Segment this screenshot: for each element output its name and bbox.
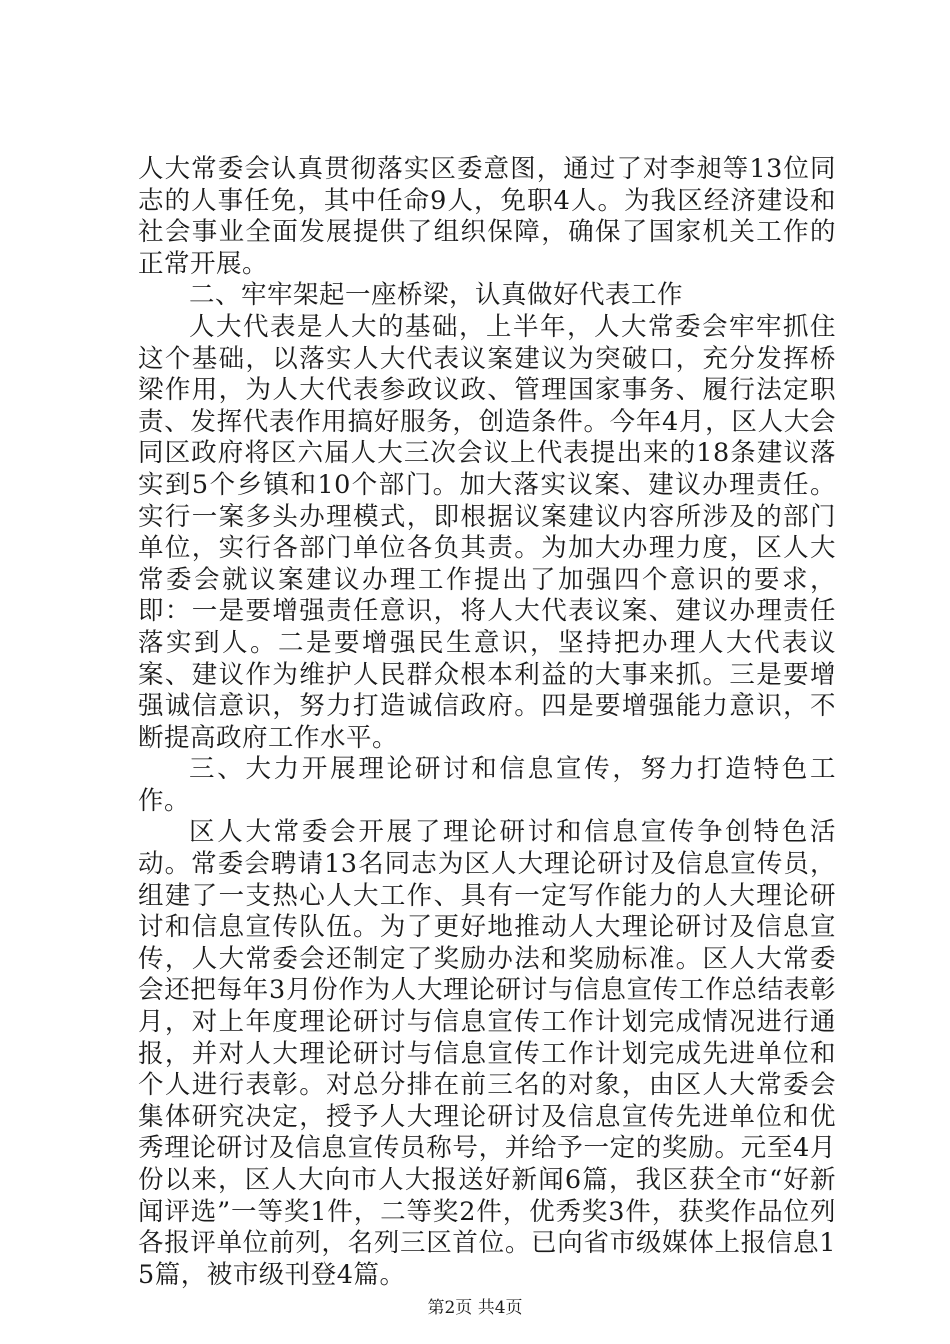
body-text: [138, 154, 836, 1291]
paragraph-personnel: 人大常委会认真贯彻落实区委意图，通过了对李昶等13位同志的人事任免，其中任命9人，免职4人。为我区经济建设和社会事业全面发展提供了组织保障，确保了国家机关工作的正常开展。: [138, 154, 836, 279]
paragraph-research-publicity: 区人大常委会开展了理论研讨和信息宣传争创特色活动。常委会聘请13名同志为区人大理论研讨及信息宣传员，组建了一支热心人大工作、具有一定写作能力的人大理论研讨和信息宣传队伍。为了更好地推动人大理论研讨及信息宣传，人大常委会还制定了奖励办法和奖励标准。区人大常委会还把每年3月份作为人大理论研讨与信息宣传工作总结表彰月，对上年度理论研讨与信息宣传工作计划完成情况进行通报，并对人大理论研讨与信息宣传工作计划完成先进单位和个人进行表彰。对总分排在前三名的对象，由区人大常委会集体研究决定，授予人大理论研讨及信息宣传先进单位和优秀理论研讨及信息宣传员称号，并给予一定的奖励。元至4月份以来，区人大向市人大报送好新闻6篇，我区获全市“好新闻评选”一等奖1件，二等奖2件，优秀奖3件，获奖作品位列各报评单位前列，名列三区首位。已向省市级媒体上报信息15篇，被市级刊登4篇。: [138, 817, 836, 1290]
paragraph-representatives: 人大代表是人大的基础，上半年，人大常委会牢牢抓住这个基础，以落实人大代表议案建议为突破口，充分发挥桥梁作用，为人大代表参政议政、管理国家事务、履行法定职责、发挥代表作用搞好服务，创造条件。今年4月，区人大会同区政府将区六届人大三次会议上代表提出来的18条建议落实到5个乡镇和10个部门。加大落实议案、建议办理责任。实行一案多头办理模式，即根据议案建议内容所涉及的部门单位，实行各部门单位各负其责。为加大办理力度，区人大常委会就议案建议办理工作提出了加强四个意识的要求，即：一是要增强责任意识，将人大代表议案、建议办理责任落实到人。二是要增强民生意识，坚持把办理人大代表议案、建议作为维护人民群众根本利益的大事来抓。三是要增强诚信意识，努力打造诚信政府。四是要增强能力意识，不断提高政府工作水平。: [138, 311, 836, 753]
page-number-footer: 第2页 共4页: [427, 1298, 523, 1318]
section-heading-3: 三、大力开展理论研讨和信息宣传，努力打造特色工作。: [138, 754, 836, 816]
section-heading-2: 二、牢牢架起一座桥梁，认真做好代表工作: [189, 280, 684, 311]
